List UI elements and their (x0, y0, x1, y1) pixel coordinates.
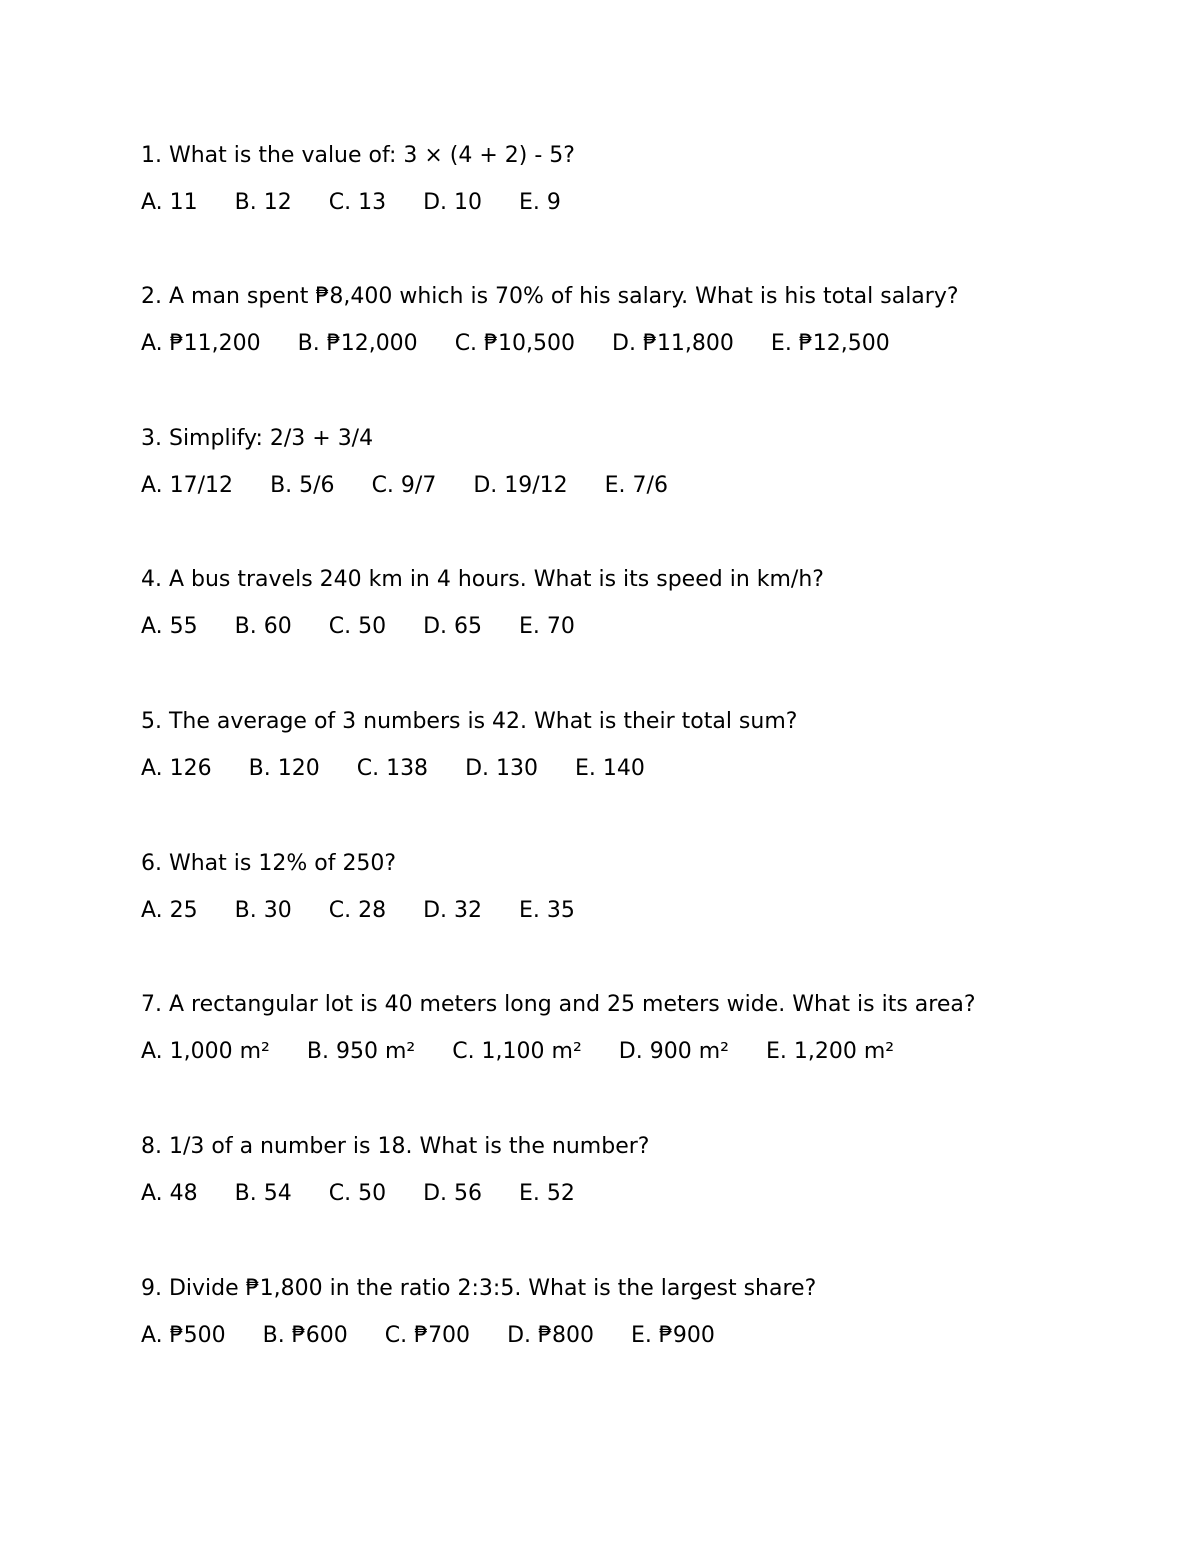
choice-e: E. 9 (519, 190, 561, 215)
question-1-choices (141, 190, 1141, 216)
question-2 (141, 284, 1141, 357)
question-8 (141, 1134, 1141, 1207)
choice-e: E. ₱900 (630, 1323, 715, 1348)
choice-e: E. 52 (519, 1181, 575, 1206)
choice-c: C. ₱10,500 (454, 331, 576, 356)
question-1 (141, 143, 1141, 216)
choice-d: D. 32 (423, 898, 482, 923)
question-5 (141, 709, 1141, 782)
choice-b: B. 120 (248, 756, 320, 781)
choice-b: B. ₱600 (262, 1323, 348, 1348)
choice-a: A. 55 (141, 614, 198, 639)
choice-b: B. 54 (234, 1181, 292, 1206)
question-8-text: 8. 1/3 of a number is 18. What is the number? (141, 1134, 650, 1159)
question-7-text: 7. A rectangular lot is 40 meters long and 25 meters wide. What is its area? (141, 992, 976, 1017)
choice-d: D. 19/12 (473, 473, 568, 498)
choice-d: D. ₱11,800 (612, 331, 734, 356)
choice-e: E. ₱12,500 (770, 331, 890, 356)
choice-b: B. 30 (234, 898, 292, 923)
choice-e: E. 35 (519, 898, 575, 923)
question-2-choices (141, 331, 1141, 357)
choice-d: D. 130 (465, 756, 538, 781)
choice-d: D. 10 (423, 190, 482, 215)
choice-a: A. 11 (141, 190, 198, 215)
choice-a: A. 1,000 m² (141, 1039, 270, 1064)
choice-a: A. 25 (141, 898, 198, 923)
question-7-choices (141, 1039, 1141, 1065)
question-2-text: 2. A man spent ₱8,400 which is 70% of his salary. What is his total salary? (141, 284, 959, 309)
choice-c: C. 13 (328, 190, 387, 215)
question-6 (141, 851, 1141, 924)
question-9 (141, 1276, 1141, 1349)
choice-b: B. ₱12,000 (297, 331, 418, 356)
question-4-choices (141, 614, 1141, 640)
choice-b: B. 5/6 (270, 473, 335, 498)
question-7 (141, 992, 1141, 1065)
choice-c: C. 1,100 m² (452, 1039, 582, 1064)
choice-a: A. ₱11,200 (141, 331, 261, 356)
choice-a: A. 48 (141, 1181, 198, 1206)
question-6-choices (141, 898, 1141, 924)
choice-d: D. ₱800 (507, 1323, 594, 1348)
choice-e: E. 70 (519, 614, 575, 639)
choice-c: C. 138 (356, 756, 429, 781)
question-9-choices (141, 1323, 1141, 1349)
choice-d: D. 56 (423, 1181, 482, 1206)
question-1-text: 1. What is the value of: 3 × (4 + 2) - 5? (141, 143, 575, 168)
question-4 (141, 567, 1141, 640)
question-5-choices (141, 756, 1141, 782)
choice-c: C. 28 (328, 898, 387, 923)
choice-a: A. 17/12 (141, 473, 234, 498)
choice-e: E. 7/6 (604, 473, 668, 498)
choice-c: C. 50 (328, 614, 387, 639)
question-8-choices (141, 1181, 1141, 1207)
question-3 (141, 426, 1141, 499)
choice-a: A. 126 (141, 756, 212, 781)
question-9-text: 9. Divide ₱1,800 in the ratio 2:3:5. What is the largest share? (141, 1276, 817, 1301)
choice-b: B. 60 (234, 614, 292, 639)
choice-b: B. 12 (234, 190, 292, 215)
choice-b: B. 950 m² (306, 1039, 416, 1064)
choice-c: C. ₱700 (384, 1323, 471, 1348)
choice-c: C. 50 (328, 1181, 387, 1206)
choice-a: A. ₱500 (141, 1323, 226, 1348)
question-3-choices (141, 473, 1141, 499)
choice-d: D. 900 m² (618, 1039, 729, 1064)
choice-c: C. 9/7 (371, 473, 437, 498)
question-4-text: 4. A bus travels 240 km in 4 hours. What is its speed in km/h? (141, 567, 824, 592)
choice-e: E. 1,200 m² (765, 1039, 895, 1064)
choice-e: E. 140 (574, 756, 645, 781)
question-3-text: 3. Simplify: 2/3 + 3/4 (141, 426, 374, 451)
choice-d: D. 65 (423, 614, 482, 639)
question-5-text: 5. The average of 3 numbers is 42. What is their total sum? (141, 709, 798, 734)
question-6-text: 6. What is 12% of 250? (141, 851, 397, 876)
